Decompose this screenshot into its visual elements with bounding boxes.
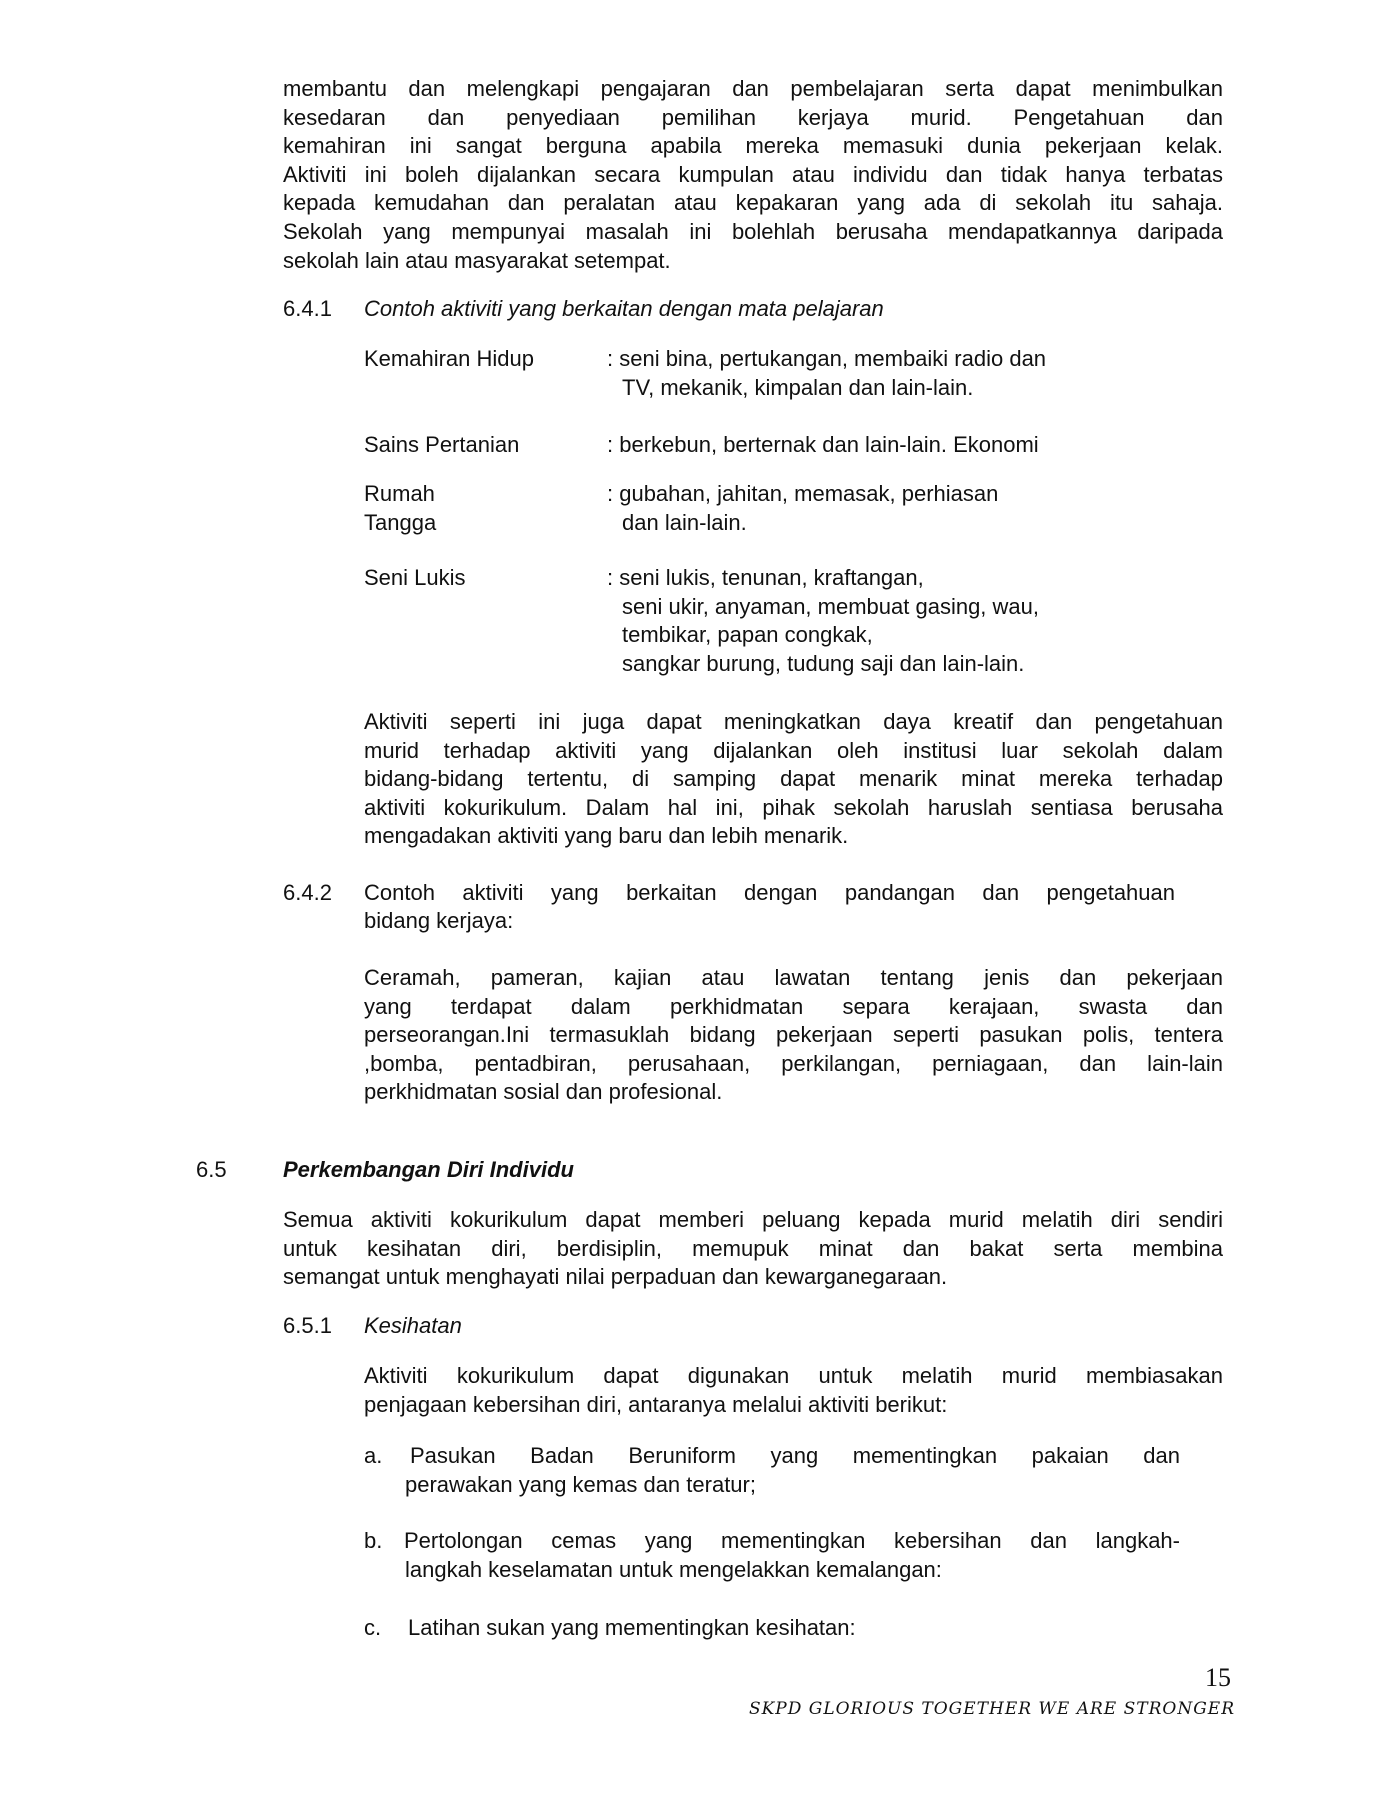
list-marker: a.: [364, 1443, 383, 1468]
paragraph-line: penjagaan kebersihan diri, antaranya melalui aktiviti berikut:: [364, 1391, 948, 1417]
section-title: Contoh aktiviti yang berkaitan dengan mata pelajaran: [364, 296, 884, 321]
subject-activities: seni ukir, anyaman, membuat gasing, wau,: [622, 593, 1040, 619]
page-number: 15: [1205, 1663, 1231, 1692]
list-item-line: Pasukan Badan Beruniform yang mementingkan pakaian dan: [410, 1443, 1180, 1468]
paragraph-line: Sekolah yang mempunyai masalah ini bolehlah berusaha mendapatkannya daripada: [283, 219, 1223, 244]
paragraph-line: perseorangan.Ini termasuklah bidang pekerjaan seperti pasukan polis, tentera: [364, 1022, 1223, 1048]
list-item-line: perawakan yang kemas dan teratur;: [405, 1471, 756, 1497]
paragraph-line: yang terdapat dalam perkhidmatan separa kerajaan, swasta dan: [364, 993, 1223, 1019]
paragraph-line: bidang-bidang tertentu, di samping dapat menarik minat mereka terhadap: [364, 766, 1223, 792]
subject-label: Tangga: [364, 509, 437, 535]
section-heading: Perkembangan Diri Individu: [283, 1157, 574, 1182]
paragraph-line: Aktiviti seperti ini juga dapat meningkatkan daya kreatif dan pengetahuan: [364, 709, 1223, 734]
subject-activities: sangkar burung, tudung saji dan lain-lain.: [622, 650, 1025, 676]
subject-label: Sains Pertanian: [364, 432, 520, 457]
paragraph-line: aktiviti kokurikulum. Dalam hal ini, pihak sekolah haruslah sentiasa berusaha: [364, 794, 1223, 820]
list-item-line: Pertolongan cemas yang mementingkan kebersihan dan langkah-: [404, 1528, 1180, 1553]
section-title: Contoh aktiviti yang berkaitan dengan pandangan dan pengetahuan: [364, 880, 1175, 905]
subject-activities: tembikar, papan congkak,: [622, 622, 873, 648]
list-marker: c.: [364, 1615, 382, 1640]
paragraph-line: Semua aktiviti kokurikulum dapat memberi peluang kepada murid melatih diri sendiri: [283, 1207, 1223, 1232]
paragraph-line: semangat untuk menghayati nilai perpaduan dan kewarganegaraan.: [283, 1264, 948, 1290]
subject-label: Kemahiran Hidup: [364, 346, 534, 371]
paragraph-line: murid terhadap aktiviti yang dijalankan oleh institusi luar sekolah dalam: [364, 737, 1223, 763]
section-title: bidang kerjaya:: [364, 908, 514, 933]
paragraph-line: Aktiviti kokurikulum dapat digunakan untuk melatih murid membiasakan: [364, 1363, 1223, 1388]
section-number: 6.4.2: [283, 880, 332, 905]
paragraph-line: mengadakan aktiviti yang baru dan lebih menarik.: [364, 823, 849, 849]
footer-motto: SKPD GLORIOUS TOGETHER WE ARE STRONGER: [748, 1699, 1235, 1719]
section-number: 6.5.1: [283, 1313, 332, 1338]
subject-activities: : seni lukis, tenunan, kraftangan,: [607, 565, 924, 590]
subject-activities: : berkebun, berternak dan lain-lain. Ekonomi: [607, 432, 1039, 457]
paragraph-line: kesedaran dan penyediaan pemilihan kerjaya murid. Pengetahuan dan: [283, 104, 1223, 130]
paragraph-line: Aktiviti ini boleh dijalankan secara kumpulan atau individu dan tidak hanya terbatas: [283, 161, 1223, 187]
subject-activities: dan lain-lain.: [622, 509, 747, 535]
paragraph-line: Ceramah, pameran, kajian atau lawatan tentang jenis dan pekerjaan: [364, 965, 1223, 990]
paragraph-line: ,bomba, pentadbiran, perusahaan, perkilangan, perniagaan, dan lain-lain: [364, 1050, 1223, 1076]
paragraph-line: kemahiran ini sangat berguna apabila mereka memasuki dunia pekerjaan kelak.: [283, 133, 1223, 159]
subject-activities: TV, mekanik, kimpalan dan lain-lain.: [622, 374, 974, 400]
list-item-line: langkah keselamatan untuk mengelakkan kemalangan:: [405, 1556, 942, 1582]
subject-label: Rumah: [364, 481, 435, 506]
section-title: Kesihatan: [364, 1313, 462, 1338]
paragraph-line: perkhidmatan sosial dan profesional.: [364, 1079, 723, 1105]
list-item-line: Latihan sukan yang mementingkan kesihatan:: [408, 1615, 856, 1640]
subject-activities: : gubahan, jahitan, memasak, perhiasan: [607, 481, 999, 506]
paragraph-line: sekolah lain atau masyarakat setempat.: [283, 247, 671, 273]
paragraph-line: kepada kemudahan dan peralatan atau kepakaran yang ada di sekolah itu sahaja.: [283, 190, 1223, 216]
section-number: 6.5: [196, 1157, 227, 1182]
subject-activities: : seni bina, pertukangan, membaiki radio dan: [607, 346, 1047, 371]
paragraph-line: membantu dan melengkapi pengajaran dan pembelajaran serta dapat menimbulkan: [283, 76, 1223, 101]
list-marker: b.: [364, 1528, 383, 1553]
paragraph-line: untuk kesihatan diri, berdisiplin, memupuk minat dan bakat serta membina: [283, 1235, 1223, 1261]
subject-label: Seni Lukis: [364, 565, 466, 590]
section-number: 6.4.1: [283, 296, 332, 321]
